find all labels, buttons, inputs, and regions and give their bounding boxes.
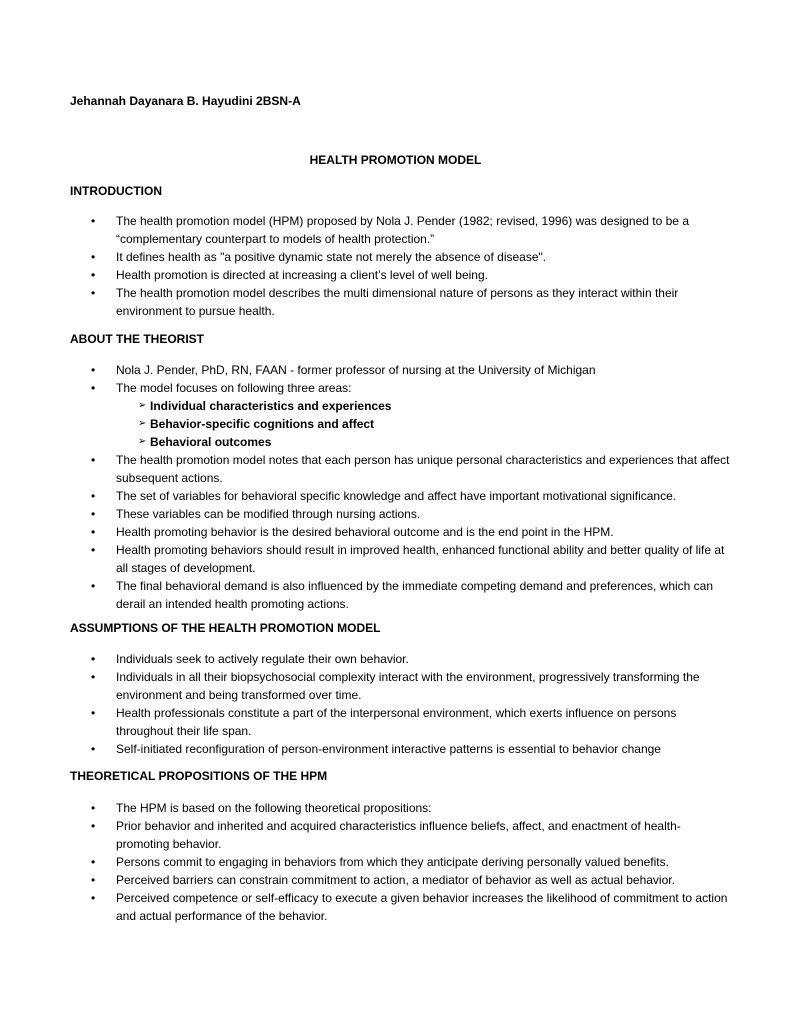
- list-item: • Perceived barriers can constrain commitment to action, a mediator of behavior as well as actual behavior.: [0, 871, 791, 889]
- list-item: • Perceived competence or self-efficacy to execute a given behavior increases the likelihood of commitment to action and actual performance of the behavior.: [0, 889, 791, 925]
- list-item: • It defines health as "a positive dynamic state not merely the absence of disease".: [0, 248, 791, 266]
- sub-list-item: ➢ Behavioral outcomes: [0, 433, 791, 451]
- list-item: • The health promotion model notes that each person has unique personal characteristics and experiences that affect subsequent actions.: [0, 451, 791, 487]
- propositions-list: [0, 799, 791, 925]
- list-item: • The final behavioral demand is also influenced by the immediate competing demand and preferences, which can derail an intended health promoting actions.: [0, 577, 791, 613]
- list-item: • Self-initiated reconfiguration of person-environment interactive patterns is essential to behavior change: [0, 740, 791, 758]
- list-item: • Nola J. Pender, PhD, RN, FAAN - former professor of nursing at the University of Michigan: [0, 361, 791, 379]
- section-heading-introduction: INTRODUCTION: [70, 184, 162, 198]
- list-item: • Prior behavior and inherited and acquired characteristics influence beliefs, affect, and enactment of health-promoting behavior.: [0, 817, 791, 853]
- sub-list-item: ➢ Individual characteristics and experiences: [0, 397, 791, 415]
- list-item: • The HPM is based on the following theoretical propositions:: [0, 799, 791, 817]
- author-line: Jehannah Dayanara B. Hayudini 2BSN-A: [70, 94, 301, 108]
- list-item: • Health promoting behavior is the desired behavioral outcome and is the end point in the HPM.: [0, 523, 791, 541]
- list-item: • These variables can be modified through nursing actions.: [0, 505, 791, 523]
- list-item: • The health promotion model (HPM) proposed by Nola J. Pender (1982; revised, 1996) was designed to be a “complementary counterpart to models of health protection.”: [0, 212, 791, 248]
- list-item: • The set of variables for behavioral specific knowledge and affect have important motivational significance.: [0, 487, 791, 505]
- introduction-list: [0, 212, 791, 320]
- section-heading-propositions: THEORETICAL PROPOSITIONS OF THE HPM: [70, 769, 328, 783]
- sub-list-item: ➢ Behavior-specific cognitions and affect: [0, 415, 791, 433]
- list-item: • Health promoting behaviors should result in improved health, enhanced functional ability and better quality of life at all stages of development.: [0, 541, 791, 577]
- section-heading-theorist: ABOUT THE THEORIST: [70, 332, 204, 346]
- document-title: HEALTH PROMOTION MODEL: [309, 153, 482, 167]
- list-item: • Persons commit to engaging in behaviors from which they anticipate deriving personally valued benefits.: [0, 853, 791, 871]
- list-item: • Health promotion is directed at increasing a client’s level of well being.: [0, 266, 791, 284]
- list-item: • The model focuses on following three areas:: [0, 379, 791, 397]
- section-heading-assumptions: ASSUMPTIONS OF THE HEALTH PROMOTION MODEL: [70, 621, 381, 635]
- list-item: • Individuals seek to actively regulate their own behavior.: [0, 650, 791, 668]
- list-item: • The health promotion model describes the multi dimensional nature of persons as they interact within their environment to pursue health.: [0, 284, 791, 320]
- list-item: • Individuals in all their biopsychosocial complexity interact with the environment, progressively transforming the environment and being transformed over time.: [0, 668, 791, 704]
- theorist-list: [0, 361, 791, 613]
- assumptions-list: [0, 650, 791, 758]
- document-title-row: [0, 152, 791, 168]
- list-item: • Health professionals constitute a part of the interpersonal environment, which exerts influence on persons throughout their life span.: [0, 704, 791, 740]
